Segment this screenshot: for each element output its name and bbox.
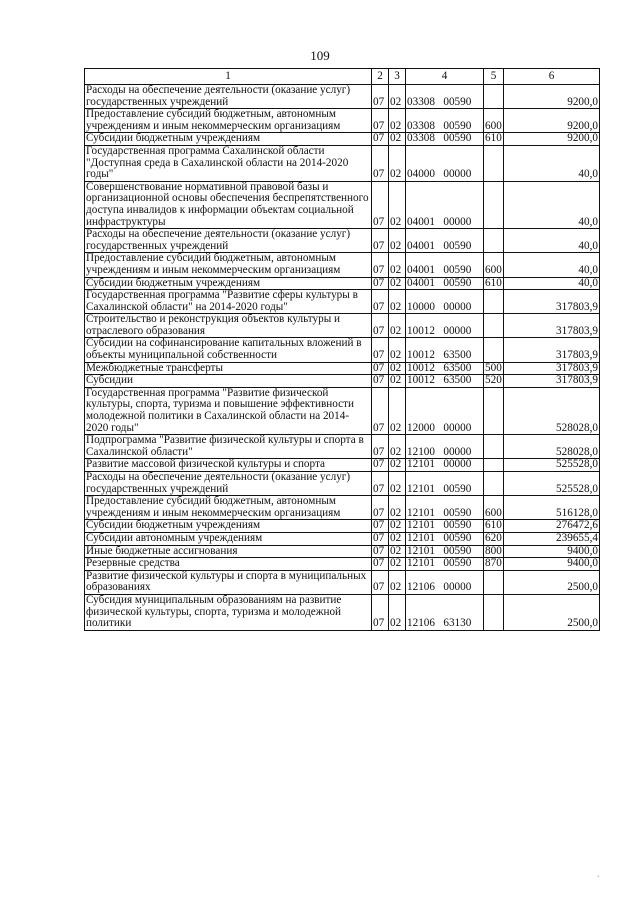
table-row [85, 277, 600, 290]
table-row [85, 253, 600, 277]
cell-c3: 02 [389, 496, 406, 520]
cell-c2: 07 [372, 594, 389, 630]
cell-c5 [484, 472, 504, 496]
cell-c6: 317803,9 [504, 314, 600, 338]
cell-c4: 04000 00000 [406, 145, 484, 181]
cell-c4: 12101 00590 [406, 520, 484, 533]
table-row [85, 133, 600, 146]
cell-c2: 07 [372, 109, 389, 133]
cell-c4: 10000 00000 [406, 290, 484, 314]
cell-c4: 04001 00590 [406, 277, 484, 290]
cell-c2: 07 [372, 290, 389, 314]
cell-c3: 02 [389, 472, 406, 496]
table-row [85, 181, 600, 228]
cell-c3: 02 [389, 520, 406, 533]
header-col-4: 4 [406, 69, 484, 85]
cell-c6: 9200,0 [504, 109, 600, 133]
cell-c6: 516128,0 [504, 496, 600, 520]
cell-c1: Государственная программа "Развитие физической культуры, спорта, туризма и повышение эффективности молодежной политики в Сахалинской области на 2014-2020 годы" [85, 387, 372, 434]
header-col-5: 5 [484, 69, 504, 85]
table-row [85, 496, 600, 520]
cell-c6: 525528,0 [504, 472, 600, 496]
cell-c2: 07 [372, 85, 389, 109]
cell-c3: 02 [389, 109, 406, 133]
page-number: 109 [310, 48, 330, 63]
cell-c4: 12101 00590 [406, 496, 484, 520]
cell-c5: 600 [484, 253, 504, 277]
cell-c6: 40,0 [504, 229, 600, 253]
cell-c2: 07 [372, 532, 389, 545]
cell-c6: 9200,0 [504, 85, 600, 109]
table-row [85, 532, 600, 545]
cell-c5: 500 [485, 361, 502, 374]
cell-c4: 10012 63500 [406, 362, 484, 375]
cell-c2: 07 [372, 435, 389, 459]
cell-c2: 07 [372, 314, 389, 338]
cell-c1: Государственная программа "Развитие сферы культуры в Сахалинской области" на 2014-2020 годы" [85, 290, 372, 314]
cell-c5 [484, 570, 504, 594]
table-row [85, 290, 600, 314]
table-row [85, 229, 600, 253]
cell-c2: 07 [372, 472, 389, 496]
cell-c1: Совершенствование нормативной правовой базы и организационной основы обеспечения беспрепятственного доступа инвалидов к информации объектам социальной инфраструктуры [85, 181, 372, 228]
header-col-1: 1 [85, 69, 372, 85]
cell-c6: 317803,9 [504, 338, 600, 362]
cell-c2: 07 [372, 558, 389, 571]
cell-c4: 12101 00590 [406, 472, 484, 496]
cell-c3: 02 [389, 338, 406, 362]
cell-c3: 02 [389, 594, 406, 630]
cell-c6: 276472,6 [504, 520, 600, 533]
cell-c6: 40,0 [504, 181, 600, 228]
cell-c2: 07 [372, 520, 389, 533]
cell-c3: 02 [389, 314, 406, 338]
cell-c1: Расходы на обеспечение деятельности (оказание услуг) государственных учреждений [85, 229, 372, 253]
cell-c3: 02 [389, 145, 406, 181]
cell-c1: Субсидия муниципальным образованиям на развитие физической культуры, спорта, туризма и молодежной политики [85, 594, 372, 630]
table-row [85, 387, 600, 434]
cell-c5 [484, 290, 504, 314]
cell-c1: Развитие массовой физической культуры и спорта [85, 459, 372, 472]
cell-c4: 12106 00000 [406, 570, 484, 594]
cell-c1: Субсидии бюджетным учреждениям [85, 133, 372, 146]
cell-c4: 10012 63500 [406, 375, 484, 388]
cell-c2: 07 [372, 496, 389, 520]
cell-c5 [484, 181, 504, 228]
cell-c1: Строительство и реконструкция объектов культуры и отраслевого образования [85, 314, 372, 338]
cell-c3: 02 [389, 545, 406, 558]
table-row [85, 558, 600, 571]
cell-c2: 07 [372, 545, 389, 558]
cell-c4: 04001 00590 [406, 253, 484, 277]
cell-c4: 04001 00000 [406, 181, 484, 228]
cell-c3: 02 [389, 290, 406, 314]
cell-c4: 12100 00000 [406, 435, 484, 459]
cell-c1: Субсидии [85, 375, 372, 388]
cell-c1: Расходы на обеспечение деятельности (оказание услуг) государственных учреждений [85, 472, 372, 496]
cell-c3: 02 [389, 570, 406, 594]
cell-c5 [484, 387, 504, 434]
cell-c6: 239655,4 [504, 532, 600, 545]
cell-c1: Государственная программа Сахалинской области "Доступная среда в Сахалинской области на 2014-2020 годы" [85, 145, 372, 181]
cell-c4: 03308 00590 [406, 85, 484, 109]
cell-c4: 12101 00590 [406, 545, 484, 558]
cell-c2: 07 [372, 338, 389, 362]
header-col-2: 2 [372, 69, 389, 85]
cell-c5 [484, 338, 504, 362]
cell-c3: 02 [389, 558, 406, 571]
cell-c2: 07 [372, 229, 389, 253]
cell-c6: 2500,0 [504, 570, 600, 594]
cell-c4: 03308 00590 [406, 133, 484, 146]
cell-c3: 02 [389, 253, 406, 277]
table-row [85, 545, 600, 558]
table-row [85, 85, 600, 109]
cell-c4: 12101 00590 [406, 558, 484, 571]
cell-c5: 800 [485, 544, 502, 557]
cell-c2: 07 [372, 181, 389, 228]
cell-c3: 02 [389, 133, 406, 146]
cell-c2: 07 [372, 375, 389, 388]
cell-c2: 07 [372, 253, 389, 277]
cell-c6: 40,0 [504, 277, 600, 290]
cell-c6: 40,0 [504, 145, 600, 181]
cell-c2: 07 [372, 277, 389, 290]
cell-c5 [484, 145, 504, 181]
cell-c2: 07 [372, 387, 389, 434]
cell-c4: 12101 00000 [406, 459, 484, 472]
table-row [85, 145, 600, 181]
cell-c6: 525528,0 [504, 459, 600, 472]
cell-c1: Субсидии бюджетным учреждениям [85, 277, 372, 290]
cell-c3: 02 [389, 277, 406, 290]
cell-c2: 07 [372, 570, 389, 594]
cell-c4: 04001 00590 [406, 229, 484, 253]
cell-c1: Иные бюджетные ассигнования [85, 545, 372, 558]
cell-c4: 03308 00590 [406, 109, 484, 133]
cell-c2: 07 [372, 133, 389, 146]
cell-c6: 317803,9 [504, 290, 600, 314]
table-row [85, 338, 600, 362]
cell-c1: Расходы на обеспечение деятельности (оказание услуг) государственных учреждений [85, 85, 372, 109]
cell-c1: Субсидии бюджетным учреждениям [85, 520, 372, 533]
cell-c5 [484, 594, 504, 630]
cell-c6: 40,0 [504, 253, 600, 277]
cell-c3: 02 [389, 459, 406, 472]
table-row [85, 109, 600, 133]
cell-c5: 620 [485, 531, 502, 544]
cell-c3: 02 [389, 532, 406, 545]
cell-c6: 9400,0 [504, 545, 600, 558]
cell-c4: 10012 63500 [406, 338, 484, 362]
budget-table [84, 68, 600, 631]
cell-c5: 870 [485, 557, 502, 570]
header-col-3: 3 [389, 69, 406, 85]
cell-c4: 12101 00590 [406, 532, 484, 545]
cell-c1: Субсидии автономным учреждениям [85, 532, 372, 545]
cell-c6: 317803,9 [504, 375, 600, 388]
table-row [85, 459, 600, 472]
cell-c3: 02 [389, 229, 406, 253]
cell-c5 [484, 459, 504, 472]
cell-c4: 12106 63130 [406, 594, 484, 630]
cell-c1: Предоставление субсидий бюджетным, автономным учреждениям и иным некоммерческим организациям [85, 253, 372, 277]
cell-c6: 2500,0 [504, 594, 600, 630]
table-header-row [85, 69, 600, 85]
cell-c4: 12000 00000 [406, 387, 484, 434]
cell-c2: 07 [372, 459, 389, 472]
cell-c5 [484, 314, 504, 338]
cell-c1: Предоставление субсидий бюджетным, автономным учреждениям и иным некоммерческим организациям [85, 109, 372, 133]
cell-c3: 02 [389, 362, 406, 375]
cell-c5: 610 [485, 519, 502, 532]
table-row [85, 314, 600, 338]
cell-c5: 600 [484, 109, 504, 133]
cell-c4: 10012 00000 [406, 314, 484, 338]
table-row [85, 520, 600, 533]
cell-c1: Развитие физической культуры и спорта в муниципальных образованиях [85, 570, 372, 594]
cell-c1: Межбюджетные трансферты [85, 362, 372, 375]
cell-c5 [484, 435, 504, 459]
scan-mark: ˎ [597, 868, 600, 877]
table-row [85, 362, 600, 375]
cell-c3: 02 [389, 181, 406, 228]
cell-c6: 317803,9 [504, 362, 600, 375]
cell-c3: 02 [389, 375, 406, 388]
cell-c1: Субсидии на софинансирование капитальных вложений в объекты муниципальной собственности [85, 338, 372, 362]
cell-c5: 600 [484, 496, 504, 520]
cell-c2: 07 [372, 362, 389, 375]
cell-c3: 02 [389, 435, 406, 459]
cell-c2: 07 [372, 145, 389, 181]
cell-c5: 610 [485, 276, 502, 289]
header-col-6: 6 [504, 69, 600, 85]
cell-c5 [484, 85, 504, 109]
cell-c6: 528028,0 [504, 435, 600, 459]
cell-c3: 02 [389, 387, 406, 434]
cell-c5 [484, 229, 504, 253]
cell-c1: Резервные средства [85, 558, 372, 571]
cell-c6: 9400,0 [504, 558, 600, 571]
cell-c5: 610 [485, 132, 502, 145]
table-row [85, 472, 600, 496]
table-row [85, 375, 600, 388]
table-row [85, 594, 600, 630]
table-row [85, 570, 600, 594]
cell-c5: 520 [485, 374, 502, 387]
table-row [85, 435, 600, 459]
cell-c1: Предоставление субсидий бюджетным, автономным учреждениям и иным некоммерческим организациям [85, 496, 372, 520]
cell-c6: 9200,0 [504, 133, 600, 146]
cell-c3: 02 [389, 85, 406, 109]
cell-c1: Подпрограмма "Развитие физической культуры и спорта в Сахалинской области" [85, 435, 372, 459]
cell-c6: 528028,0 [504, 387, 600, 434]
